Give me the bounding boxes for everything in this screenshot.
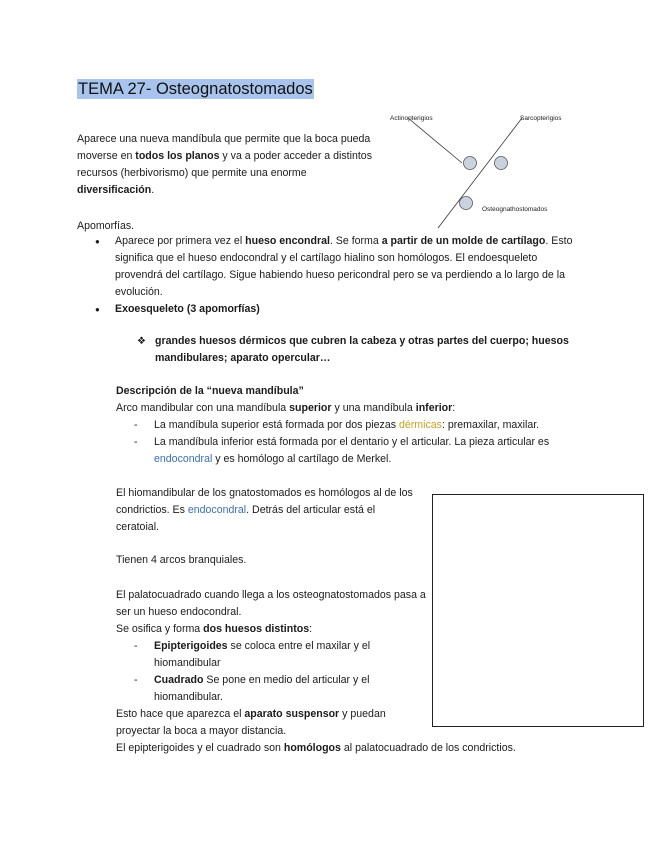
apomorfias-heading: Apomorfías.: [77, 220, 135, 232]
arcos-paragraph: Tienen 4 arcos branquiales.: [116, 554, 247, 566]
palatocuadrado-section: [116, 587, 426, 740]
apomorfias-list: [95, 233, 575, 318]
list-item: - La mandíbula superior está formada por dos piezas dérmicas: premaxilar, maxilar.: [134, 419, 540, 431]
list-item: - La mandíbula inferior está formada por el dentario y el articular. La pieza articular es endocondral y es homólogo al cartílago de Merkel.: [134, 436, 550, 465]
descripcion-body: [116, 400, 586, 468]
node-circle: [464, 157, 477, 170]
exoesqueleto-subitem: ❖ grandes huesos dérmicos que cubren la cabeza y otras partes del cuerpo; huesos mandibulares; aparato opercular…: [137, 335, 569, 364]
phylogeny-diagram: [380, 110, 580, 240]
branch-actinopterigios: [408, 118, 462, 163]
list-item: ● Aparece por primera vez el hueso encondral. Se forma a partir de un molde de cartílago. Esto significa que el hueso endocondral y el cartílago hialino son homólogos. El endoesqueleto provendrá del cartílago. Sigue habiendo hueso pericondral pero se va perdiendo a lo largo de la evolución.: [95, 233, 575, 301]
aparato-suspensor-line: Esto hace que aparezca el aparato suspensor y puedan proyectar la boca a mayor distancia.: [116, 708, 386, 737]
list-item: - Epipterigoides se coloca entre el maxilar y el hiomandibular: [134, 640, 371, 669]
intro-paragraph: Aparece una nueva mandíbula que permite que la boca pueda moverse en todos los planos y va a poder acceder a distintos recursos (herbivorismo) que permite una enorme diversificación.: [77, 133, 372, 196]
palatocuadrado-line: Se osifica y forma dos huesos distintos:: [116, 623, 313, 635]
hiomandibular-paragraph: El hiomandibular de los gnatostomados es homólogos al de los condrictios. Es endocondral. Detrás del articular está el ceratoial.: [116, 487, 413, 533]
empty-image-box: [432, 494, 644, 727]
list-item: - Cuadrado Se pone en medio del articular y el hiomandibular.: [134, 674, 370, 703]
node-circle: [460, 197, 473, 210]
final-paragraph: El epipterigoides y el cuadrado son homólogos al palatocuadrado de los condrictios.: [116, 742, 516, 754]
descripcion-heading: Descripción de la “nueva mandíbula”: [116, 385, 304, 397]
mandibula-line: Arco mandibular con una mandíbula superior y una mandíbula inferior:: [116, 402, 456, 414]
list-item: ● Exoesqueleto (3 apomorfías): [95, 301, 575, 318]
diamond-bullet-icon: ❖: [137, 336, 146, 347]
node-circle: [495, 157, 508, 170]
label-osteognathostomados: Osteognathostomados: [482, 206, 548, 213]
palatocuadrado-intro: El palatocuadrado cuando llega a los osteognatostomados pasa a ser un hueso endocondral.: [116, 589, 426, 618]
label-actinopterigios: Actinopterigios: [390, 115, 433, 122]
page-title: TEMA 27- Osteognatostomados: [78, 80, 313, 98]
label-sarcopterigios: Sarcopterigios: [520, 115, 562, 122]
